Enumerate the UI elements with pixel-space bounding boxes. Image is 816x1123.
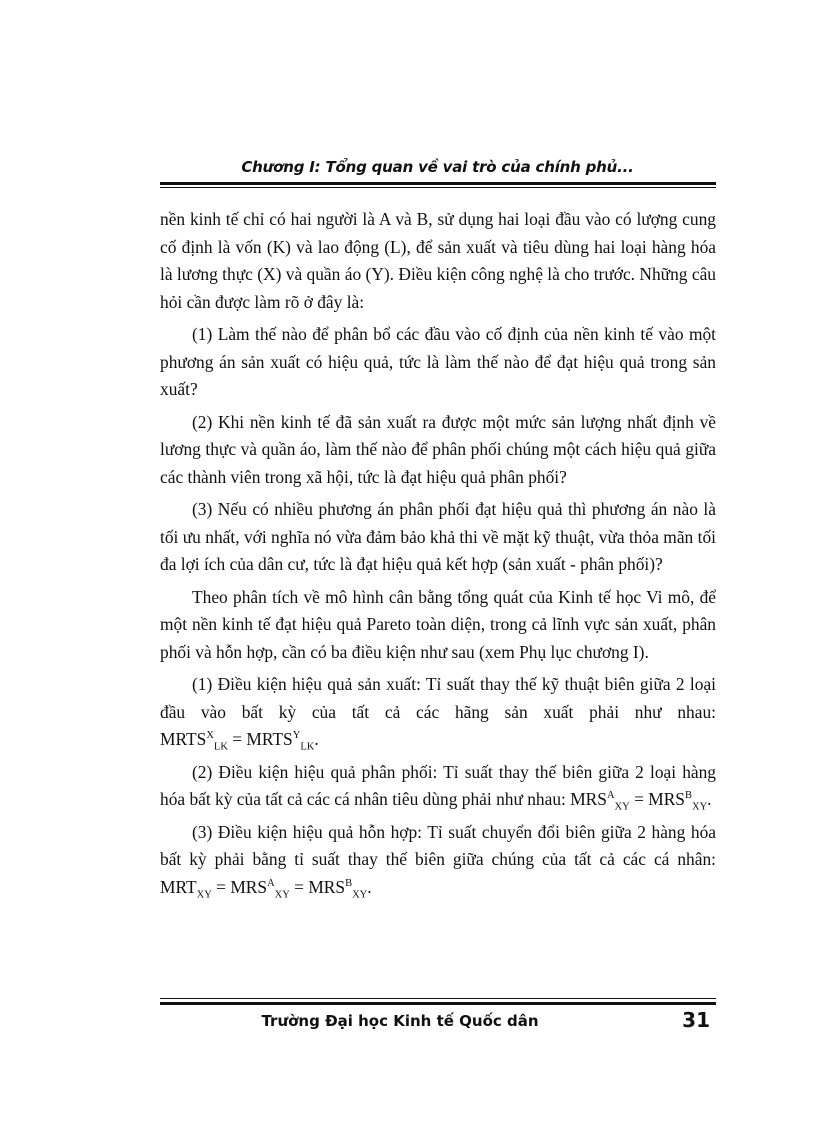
production-efficiency-formula: $MRTS^X_{LK}$ = $MRTS^Y_{LK}$. [160, 729, 319, 753]
paragraph-6-text: (1) Điều kiện hiệu quả sản xuất: Tỉ suất thay thế kỹ thuật biên giữa 2 loại đầu vào bất kỳ của tất cả các hãng sản xuất phải như nhau: [160, 674, 716, 722]
footer-rule-thick [160, 1002, 716, 1005]
paragraph-2: (1) Làm thế nào để phân bổ các đầu vào cố định của nền kinh tế vào một phương án sản xuất có hiệu quả, tức là làm thế nào để đạt hiệu quả trong sản xuất? [160, 324, 716, 399]
paragraph-6 [160, 671, 716, 754]
page-number: 31 [682, 1008, 710, 1032]
paragraph-4: (3) Nếu có nhiều phương án phân phối đạt hiệu quả thì phương án nào là tối ưu nhất, với nghĩa nó vừa đảm bảo khả thi về mặt kỹ thuật, vừa thỏa mãn tối đa lợi ích của dân cư, tức là đạt hiệu quả kết hợp (sản xuất - phân phối)? [160, 499, 716, 574]
paragraph-7 [160, 759, 716, 814]
header-rule-thin [160, 187, 716, 188]
paragraph-5: Theo phân tích về mô hình cân bằng tổng quát của Kinh tế học Vi mô, để một nền kinh tế đạt hiệu quả Pareto toàn diện, trong cả lĩnh vực sản xuất, phân phối và hỗn hợp, cần có ba điều kiện như sau (xem Phụ lục chương I). [160, 586, 716, 662]
footer-rule-thin [160, 998, 716, 999]
paragraph-7-text: (2) Điều kiện hiệu quả phân phối: Tỉ suất thay thế biên giữa 2 loại hàng hóa bất kỳ của tất cả các cá nhân tiêu dùng phải như nhau: [160, 761, 716, 809]
footer-school-name: Trường Đại học Kinh tế Quốc dân [261, 1012, 539, 1030]
paragraph-8 [160, 819, 716, 902]
chapter-header-title: Chương I: Tổng quan về vai trò của chính phủ... [241, 158, 634, 176]
paragraph-1: nền kinh tế chỉ có hai người là A và B, sử dụng hai loại đầu vào có lượng cung cố định là vốn (K) và lao động (L), để sản xuất và tiêu dùng hai loại hàng hóa là lương thực (X) và quần áo (Y). Điều kiện công nghệ là cho trước. Những câu hỏi cần được làm rõ ở đây là: [160, 209, 716, 312]
mixed-efficiency-formula: $MRT_{XY} = MRS^A_{XY} = MRS^B_{XY}$. [160, 876, 372, 900]
paragraph-3: (2) Khi nền kinh tế đã sản xuất ra được một mức sản lượng nhất định về lương thực và quần áo, làm thế nào để phân phối chúng một cách hiệu quả giữa các thành viên trong xã hội, tức là đạt hiệu quả phân phối? [160, 411, 716, 487]
paragraph-8-text: (3) Điều kiện hiệu quả hỗn hợp: Tỉ suất chuyển đổi biên giữa 2 hàng hóa bất kỳ phải bằng tỉ suất thay thế biên giữa chúng của tất cả các cá nhân: [160, 821, 716, 869]
distribution-efficiency-formula: $MRS^A_{XY} = MRS^B_{XY}$. [570, 789, 712, 813]
header-rule-thick [160, 182, 716, 185]
body-text [160, 206, 716, 906]
